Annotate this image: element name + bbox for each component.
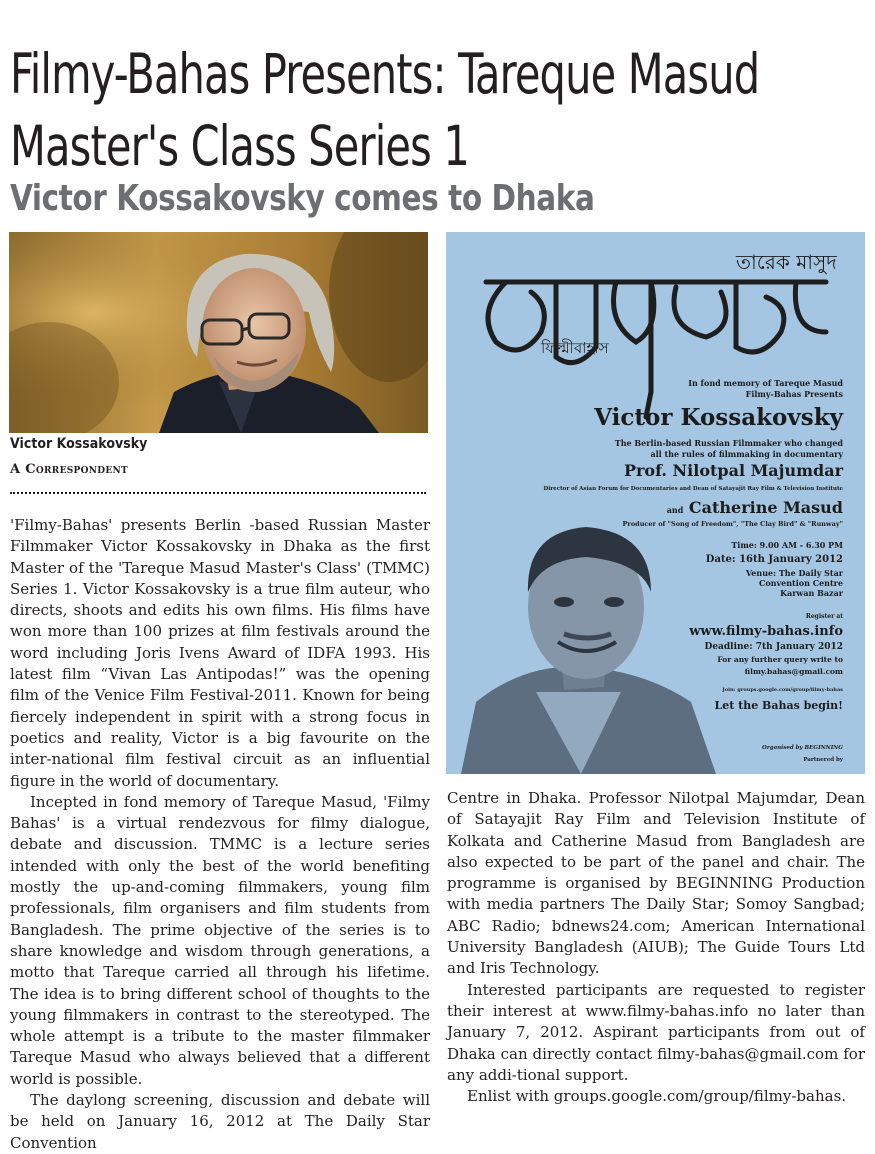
victor-photo	[9, 232, 428, 433]
poster-memory-1: In fond memory of Tareque Masud	[688, 378, 843, 388]
photo-caption: Victor Kossakovsky	[10, 436, 148, 452]
poster-venue-2: Convention Centre	[758, 578, 843, 588]
poster-and: and	[666, 505, 684, 515]
poster-query: For any further query write to	[717, 655, 843, 664]
poster-slogan: Let the Bahas begin!	[714, 699, 843, 712]
poster-catherine-line	[667, 498, 843, 517]
byline	[10, 462, 128, 477]
poster-date: Date: 16th January 2012	[705, 554, 843, 565]
poster-name: Victor Kossakovsky	[594, 404, 843, 431]
paragraph: Enlist with groups.google.com/group/filmy-bahas.	[467, 1087, 847, 1106]
victor-photo-illustration	[9, 232, 428, 433]
event-poster	[446, 232, 865, 774]
byline-rest: Correspondent	[25, 462, 129, 477]
poster-catherine-desc: Producer of "Song of Freedom", "The Clay Bird" & "Runway"	[622, 520, 843, 528]
poster-bengali-logo: ফিল্মীবাহাস	[541, 339, 609, 357]
paragraph: Incepted in fond memory of Tareque Masud, 'Filmy Bahas' is a virtual rendezvous for filmy dialogue, debate and discussion. TMMC is a lecture series intended with only the best of the world benefiting mostly the up-and-coming filmmakers, young film professionals, film organisers and film students from Bangladesh. The prime objective of the series is to share knowledge and wisdom through generations, a motto that Tareque carried all through his lifetime. The idea is to bring different school of thoughts to the young filmmakers in contrast to the stereotyped. The whole attempt is a tribute to the master filmmaker Tareque Masud who always believed that a different world is possible.	[10, 792, 430, 1088]
article-column-right	[447, 788, 865, 1107]
headline-line-2: Master's Class Series 1	[10, 114, 469, 178]
poster-catherine: Catherine Masud	[688, 498, 843, 517]
article-column-left	[10, 515, 430, 1154]
poster-venue-1: Venue: The Daily Star	[745, 568, 843, 578]
poster-prof-desc: Director of Asian Forum for Documentaries and Dean of Satayajit Ray Film & Television Institute	[543, 486, 843, 492]
poster-venue-3: Karwan Bazar	[780, 588, 843, 598]
subheadline: Victor Kossakovsky comes to Dhaka	[10, 178, 595, 219]
poster-desc-2: all the rules of filmmaking in documentary	[650, 449, 843, 459]
paragraph: Interested participants are requested to register their interest at www.filmy-bahas.info no later than January 7, 2012. Aspirant participants from out of Dhaka can directly contact filmy-bahas@gmail.com for any addi-tional support.	[447, 980, 865, 1084]
poster-join: Join: groups.google.com/group/filmy-bahas	[722, 687, 843, 693]
paragraph: Centre in Dhaka. Professor Nilotpal Majumdar, Dean of Satayajit Ray Film and Television Institute of Kolkata and Catherine Masud from Bangladesh are also expected to be part of the panel and chair. The programme is organised by BEGINNING Production with media partners The Daily Star; Somoy Sangbad; ABC Radio; bdnews24.com; American International University Bangladesh (AIUB); The Guide Tours Ltd and Iris Technology.	[447, 789, 865, 978]
paragraph: The daylong screening, discussion and debate will be held on January 16, 2012 at The Daily Star Convention	[10, 1091, 430, 1152]
byline-prefix: A	[10, 462, 21, 477]
poster-organised: Organised by BEGINNING	[762, 745, 843, 751]
byline-divider	[10, 492, 426, 494]
poster-register: Register at	[805, 613, 843, 620]
poster-time: Time: 9.00 AM - 6.30 PM	[731, 540, 843, 550]
poster-email: filmy.bahas@gmail.com	[744, 667, 843, 676]
poster-deadline: Deadline: 7th January 2012	[704, 642, 843, 652]
headline	[10, 38, 760, 182]
paragraph: 'Filmy-Bahas' presents Berlin -based Russian Master Filmmaker Victor Kossakovsky in Dhaka as the first Master of the 'Tareque Masud Master's Class' (TMMC) Series 1. Victor Kossakovsky is a true film auteur, who directs, shoots and edits his own films. His films have won more than 100 prizes at film festivals around the word including Joris Ivens Award of IDFA 1993. His latest film “Vivan Las Antipodas!” was the opening film of the Venice Film Festival-2011. Known for being fiercely independent in spirit with a strong focus in poetics and reality, Victor is a big favourite on the inter-national film festival circuit as an influential figure in the world of documentary.	[10, 516, 430, 790]
poster-website: www.filmy-bahas.info	[689, 624, 843, 639]
poster-memory-2: Filmy-Bahas Presents	[745, 389, 843, 399]
poster-bengali-title: তারেক মাসুদ	[736, 250, 837, 274]
poster-partnered: Partnered by	[803, 757, 843, 763]
poster-desc-1: The Berlin-based Russian Filmmaker who changed	[614, 438, 843, 448]
poster-prof: Prof. Nilotpal Majumdar	[623, 461, 843, 480]
headline-line-1: Filmy-Bahas Presents: Tareque Masud	[10, 42, 760, 106]
